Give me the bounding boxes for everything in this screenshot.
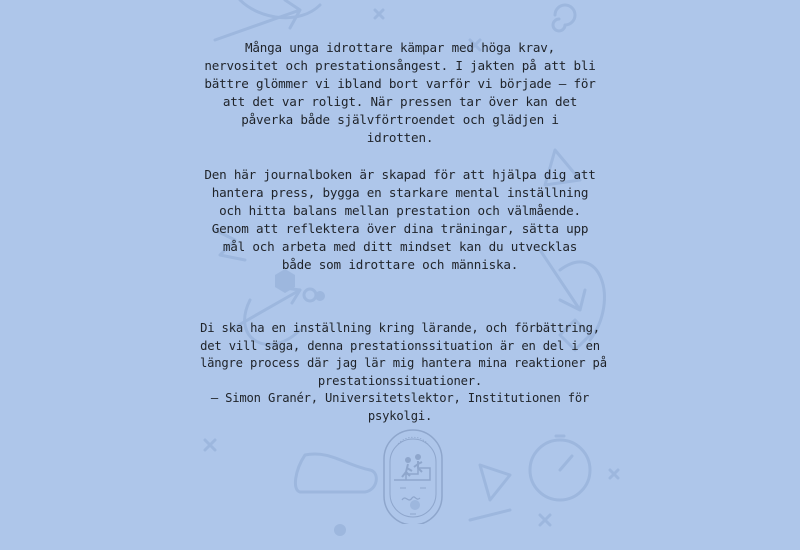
- doodle-arrow-icon: [470, 510, 510, 520]
- intro-paragraph: Många unga idrottare kämpar med höga krav, nervositet och prestationsångest. I jakten på att bli bättre glömmer vi ibland bort varför vi började – för att det var roligt. När pressen tar över kan det påverka både självförtroendet och glädjen i idrotten.: [204, 40, 596, 145]
- badge-logo: [378, 424, 448, 524]
- signature-mark: [402, 497, 420, 500]
- doodle-x-icon: [540, 515, 550, 525]
- quote-paragraph: Di ska ha en inställning kring lärande, och förbättring, det vill säga, denna prestationssituation är en del i en längre process där jag lär mig hantera mina reaktioner på prestationssituationer. – Simon Granér, Universitetslektor, Institutionen för psykolgi.: [200, 321, 607, 423]
- athlete-climbing-steps-icon: [394, 468, 430, 480]
- doodle-dot-icon: [315, 291, 325, 301]
- doodle-dot-icon: [334, 524, 346, 536]
- doodle-arrow-icon: [215, 0, 300, 40]
- doodle-circle-icon: [304, 289, 316, 301]
- quote-attribution: – Simon Granér, Universitetslektor, Institutionen för: [210, 391, 590, 406]
- badge-outline: [384, 430, 442, 524]
- doodle-loop-icon: [240, 0, 320, 18]
- doodle-x-icon: [375, 10, 383, 18]
- doodle-x-icon: [610, 470, 618, 478]
- doodle-spiral-icon: [553, 5, 575, 31]
- doodle-triangle-icon: [480, 465, 510, 500]
- doodle-x-icon: [205, 440, 215, 450]
- purpose-paragraph: Den här journalboken är skapad för att hjälpa dig att hantera press, bygga en starkare mental inställning och hitta balans mellan prestation och välmående. Genom att reflektera över dina träningar, sätta upp mål och arbeta med ditt mindset kan du utvecklas både som idrottare och människa.: [204, 167, 596, 272]
- doodle-shoe-icon: [295, 454, 376, 492]
